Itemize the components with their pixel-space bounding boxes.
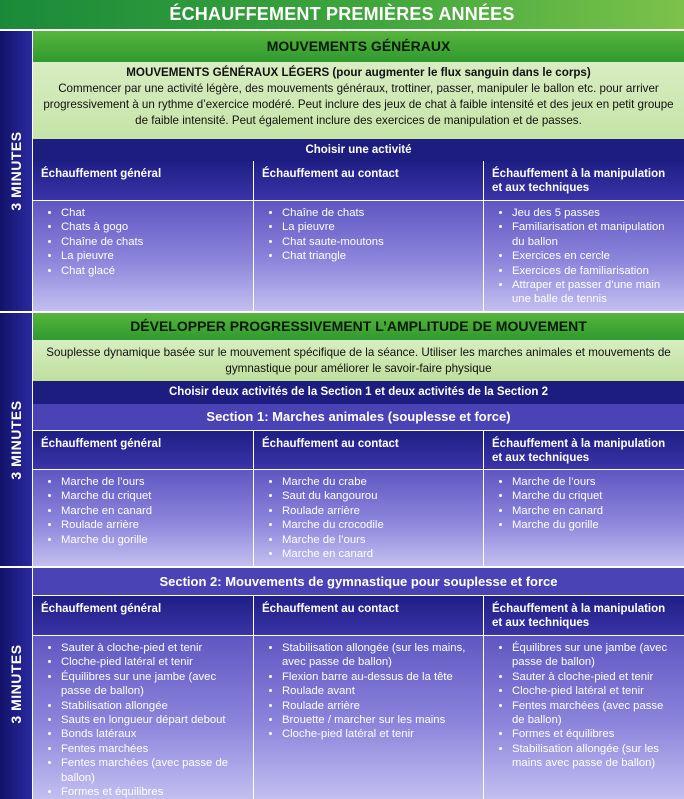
list-item: • Roulade avant [282, 684, 475, 698]
list-item: • Brouette / marcher sur les mains [282, 713, 475, 727]
list-item: • Attraper et passer d’une main une balle de tennis [512, 278, 676, 307]
list-item: • Marche du gorille [512, 518, 676, 532]
column-list-handling [484, 470, 684, 566]
page-title: ÉCHAUFFEMENT PREMIÈRES ANNÉES [0, 0, 684, 29]
column-list-handling [484, 636, 684, 799]
column-heading-general: Échauffement général [33, 431, 254, 470]
list-item: • Roulade arrière [282, 504, 475, 518]
list-item: • Sauter à cloche-pied et tenir [61, 641, 245, 655]
list-item: • Saut du kangourou [282, 489, 475, 503]
list-item: • Jeu des 5 passes [512, 206, 676, 220]
list-item: • Marche du criquet [61, 489, 245, 503]
list-item: • Marche du gorille [61, 533, 245, 547]
list-item: • Roulade arrière [282, 699, 475, 713]
list-item: • Cloche-pied latéral et tenir [61, 655, 245, 669]
subsection-title: Section 2: Mouvements de gymnastique pour souplesse et force [33, 568, 684, 595]
column-heading-handling: Échauffement à la manipulation et aux techniques [484, 596, 684, 636]
list-item: • Fentes marchées [61, 742, 245, 756]
list-item: • Équilibres sur une jambe (avec passe de ballon) [512, 641, 676, 670]
list-item: • Flexion barre au-dessus de la tête [282, 670, 475, 684]
column-heading-general: Échauffement général [33, 596, 254, 636]
list-item: • Chat [61, 206, 245, 220]
minutes-label-1: 3 MINUTES [0, 31, 33, 311]
section-range-of-motion [33, 313, 684, 566]
list-item: • Équilibres sur une jambe (avec passe de ballon) [61, 670, 245, 699]
column-list-handling [484, 201, 684, 311]
section-description: Souplesse dynamique basée sur le mouvement spécifique de la séance. Utiliser les marches animales et mouvements de gymnastique pour améliorer le savoir-faire physique [33, 340, 684, 381]
list-item: • Marche en canard [61, 504, 245, 518]
list-item: • Marche en canard [282, 547, 475, 561]
list-item: • Sauter à cloche-pied et tenir [512, 670, 676, 684]
minutes-label-3: 3 MINUTES [0, 568, 33, 799]
column-heading-contact: Échauffement au contact [254, 161, 484, 201]
section-header: MOUVEMENTS GÉNÉRAUX [33, 31, 684, 62]
list-item: • Formes et équilibres [61, 785, 245, 799]
list-item: • Fentes marchées (avec passe de ballon) [61, 756, 245, 785]
list-item: • Marche de l’ours [61, 475, 245, 489]
list-item: • Formes et équilibres [512, 727, 676, 741]
section-description: Commencer par une activité légère, des mouvements généraux, trottiner, passer, manipuler le ballon etc. pour arriver progressivement à un rythme d’exercice modéré. Peut inclure des jeux de chat à faible intensité et des jeux en petit groupe de faible intensité. Peut également inclure des exercices de manipulation et de passes. [43, 82, 674, 127]
column-heading-contact: Échauffement au contact [254, 431, 484, 470]
list-item: • Chaîne de chats [282, 206, 475, 220]
list-item: • La pieuvre [282, 220, 475, 234]
section-subheader: MOUVEMENTS GÉNÉRAUX LÉGERS (pour augmenter le flux sanguin dans le corps) [126, 66, 591, 79]
list-item: • Cloche-pied latéral et tenir [512, 684, 676, 698]
list-item: • Marche du crabe [282, 475, 475, 489]
list-item: • Marche de l’ours [512, 475, 676, 489]
list-item: • Stabilisation allongée (sur les mains avec passe de ballon) [512, 742, 676, 771]
column-heading-general: Échauffement général [33, 161, 254, 201]
list-item: • Exercices en cercle [512, 249, 676, 263]
column-list-contact [254, 636, 484, 799]
minutes-label-2: 3 MINUTES [0, 313, 33, 566]
list-item: • Stabilisation allongée [61, 699, 245, 713]
list-item: • Chat saute-moutons [282, 235, 475, 249]
list-item: • La pieuvre [61, 249, 245, 263]
list-item: • Stabilisation allongée (sur les mains, avec passe de ballon) [282, 641, 475, 670]
list-item: • Marche du crocodile [282, 518, 475, 532]
list-item: • Bonds latéraux [61, 727, 245, 741]
list-item: • Marche en canard [512, 504, 676, 518]
list-item: • Chat glacé [61, 264, 245, 278]
column-list-contact [254, 470, 484, 566]
list-item: • Roulade arrière [61, 518, 245, 532]
column-list-general [33, 201, 254, 311]
list-item: • Chat triangle [282, 249, 475, 263]
choose-instruction: Choisir une activité [33, 139, 684, 161]
list-item: • Sauts en longueur départ debout [61, 713, 245, 727]
column-heading-contact: Échauffement au contact [254, 596, 484, 636]
list-item: • Fentes marchées (avec passe de ballon) [512, 699, 676, 728]
subsection-title: Section 1: Marches animales (souplesse et force) [33, 404, 684, 430]
column-list-contact [254, 201, 484, 311]
list-item: • Marche du criquet [512, 489, 676, 503]
list-item: • Marche de l’ours [282, 533, 475, 547]
list-item: • Cloche-pied latéral et tenir [282, 727, 475, 741]
list-item: • Familiarisation et manipulation du ballon [512, 220, 676, 249]
column-heading-handling: Échauffement à la manipulation et aux techniques [484, 161, 684, 201]
column-list-general [33, 636, 254, 799]
section-header: DÉVELOPPER PROGRESSIVEMENT L’AMPLITUDE DE MOUVEMENT [33, 313, 684, 340]
choose-instruction: Choisir deux activités de la Section 1 et deux activités de la Section 2 [33, 381, 684, 404]
column-heading-handling: Échauffement à la manipulation et aux techniques [484, 431, 684, 470]
list-item: • Chaîne de chats [61, 235, 245, 249]
list-item: • Chats à gogo [61, 220, 245, 234]
list-item: • Exercices de familiarisation [512, 264, 676, 278]
section-gymnastics [33, 568, 684, 799]
section-general-movements [33, 31, 684, 311]
column-list-general [33, 470, 254, 566]
